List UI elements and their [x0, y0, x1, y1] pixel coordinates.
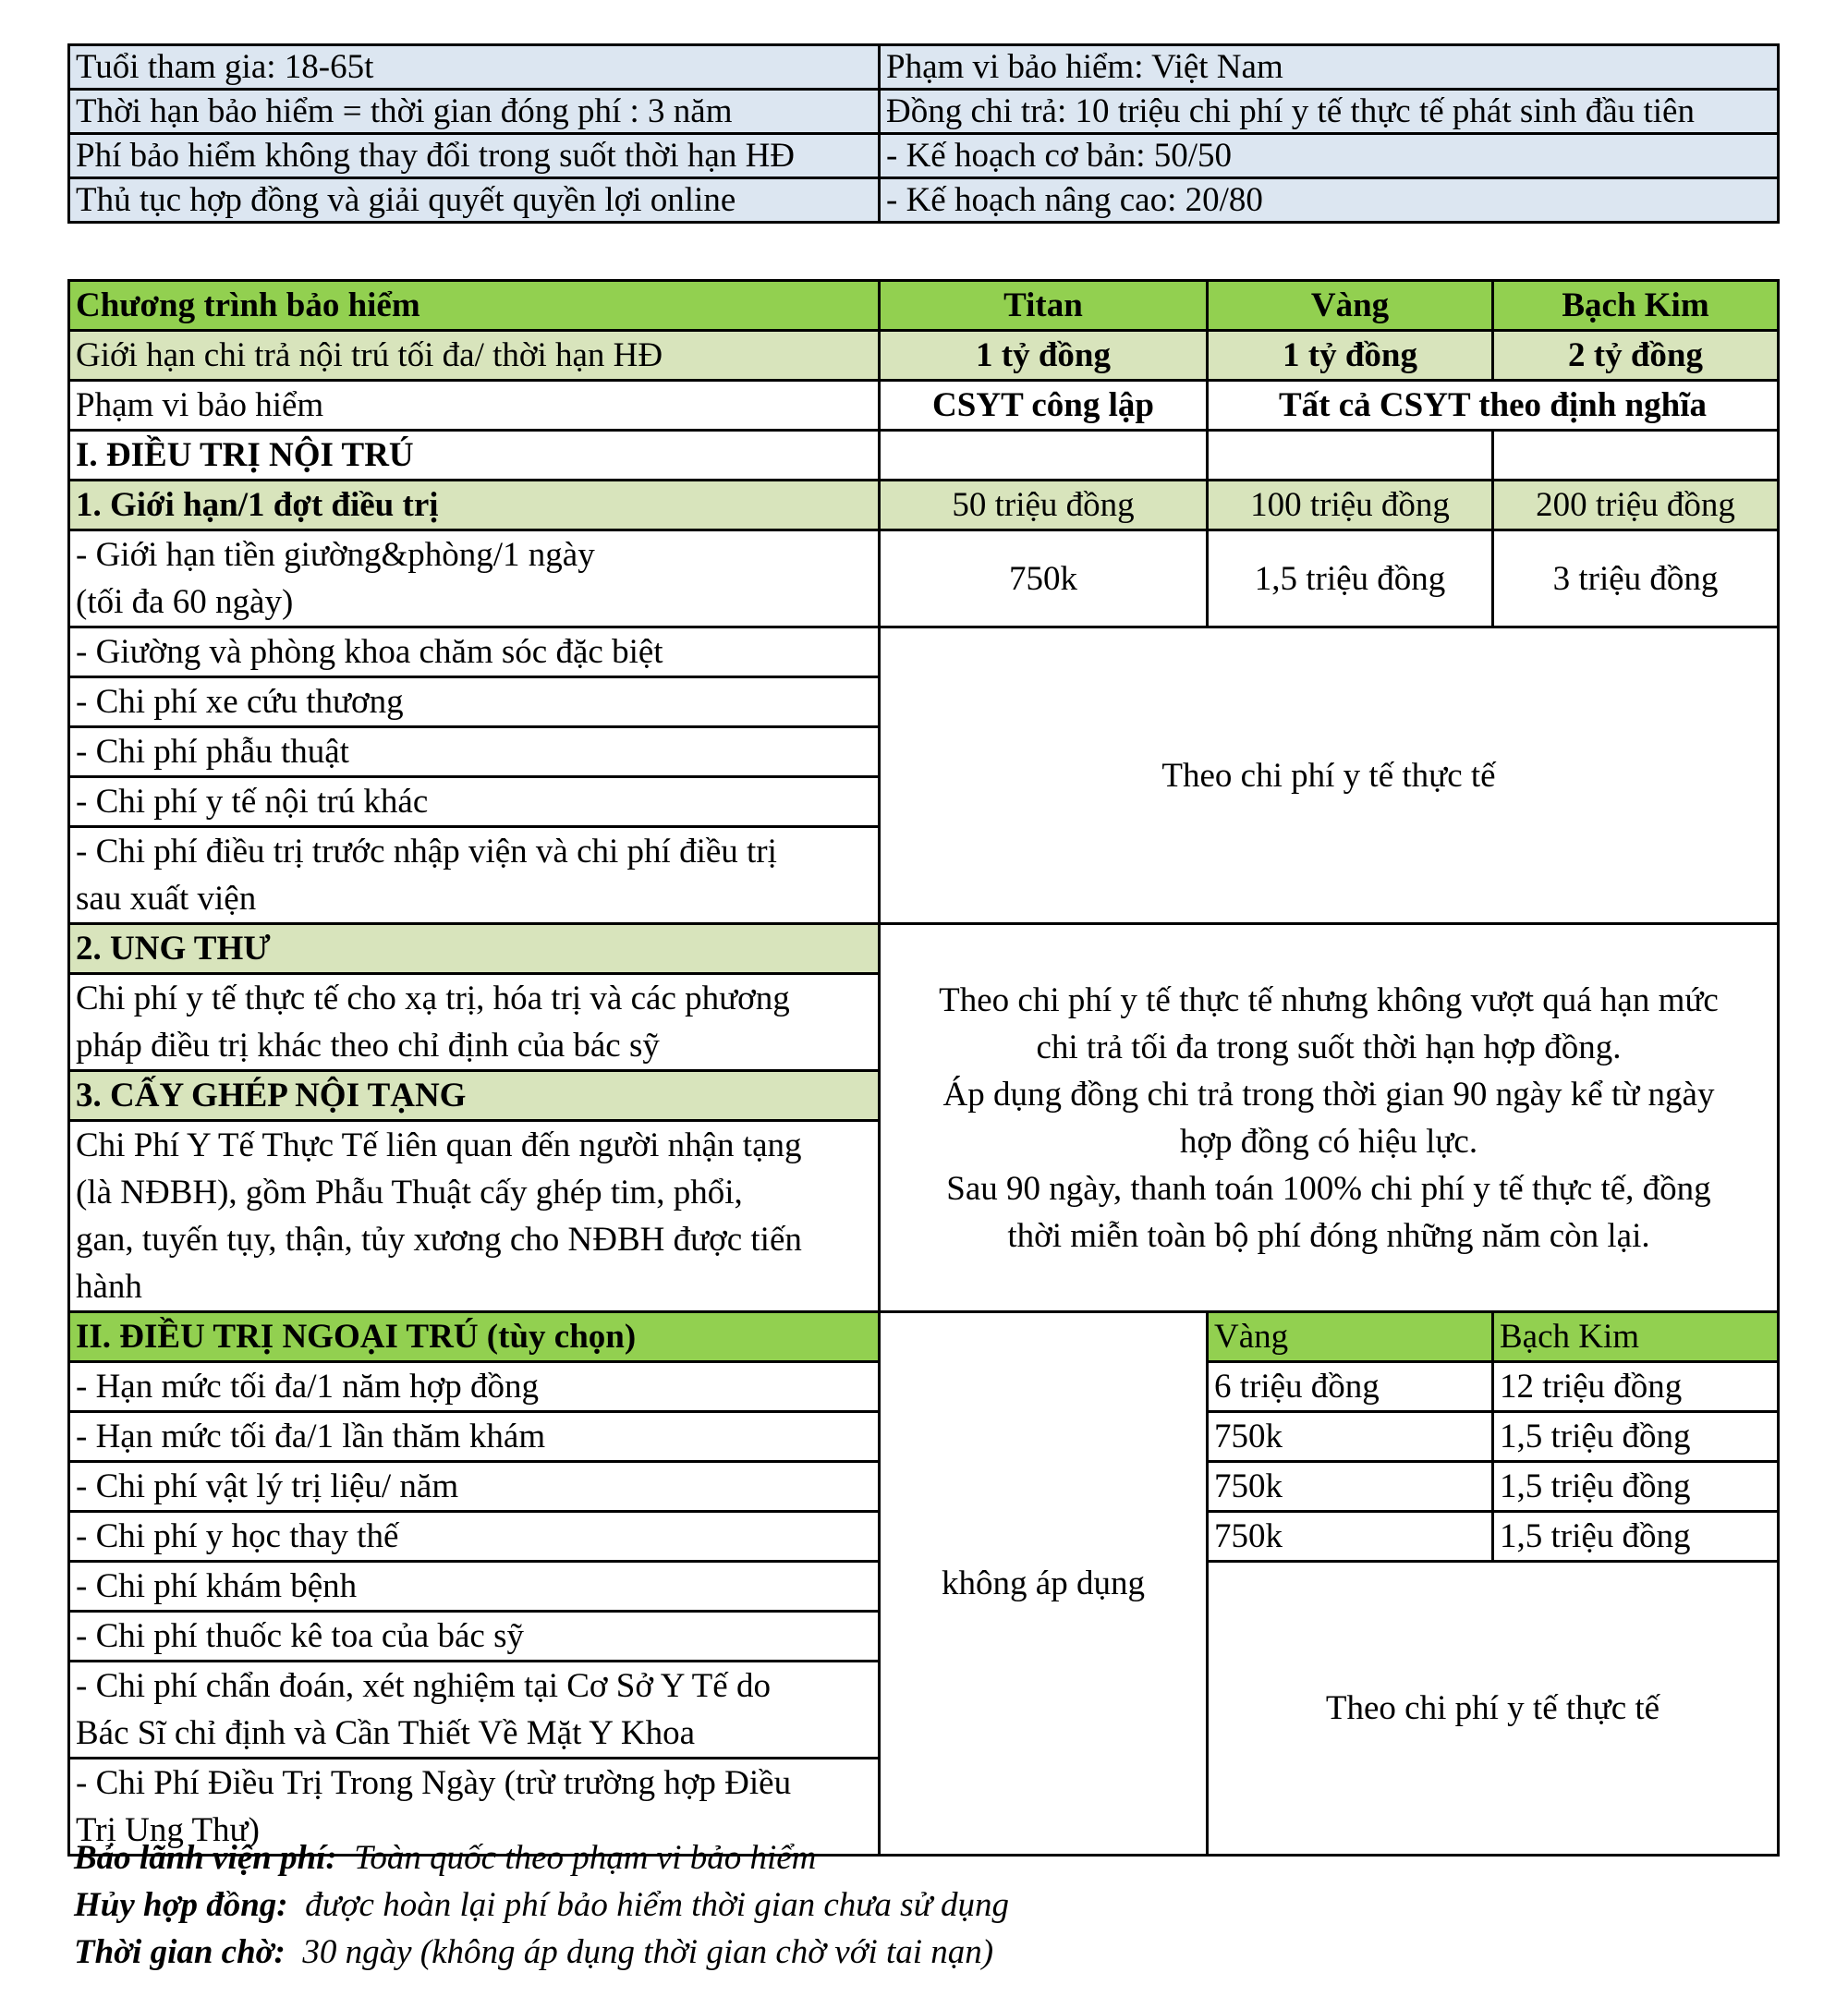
- cancer-transplant-value: [880, 924, 1779, 1312]
- notes-section: [74, 1834, 1009, 1976]
- diagnosis-line2: Bác Sĩ chỉ định và Cần Thiết Về Mặt Y Khoa: [76, 1714, 695, 1752]
- outpatient-label: - Chi phí thuốc kê toa của bác sỹ: [69, 1612, 880, 1662]
- scope-vang-bach-kim: Tất cả CSYT theo định nghĩa: [1208, 381, 1779, 431]
- outpatient-title-row: [69, 1312, 1779, 1362]
- plan-header-vang: Vàng: [1208, 281, 1493, 331]
- plan-header-label: Chương trình bảo hiểm: [69, 281, 880, 331]
- pre-post-line2: sau xuất viện: [76, 880, 257, 918]
- summary-advanced-plan: - Kế hoạch nâng cao: 20/80: [880, 178, 1779, 223]
- max-limit-label: Giới hạn chi trả nội trú tối đa/ thời hạn HĐ: [69, 331, 880, 381]
- summary-row: [69, 178, 1779, 223]
- transplant-desc-line3: gan, tuyến tụy, thận, tủy xương cho NĐBH được tiến: [76, 1221, 802, 1259]
- note-key: Thời gian chờ:: [74, 1933, 286, 1971]
- room-label-line2: (tối đa 60 ngày): [76, 583, 294, 621]
- summary-term: Thời hạn bảo hiểm = thời gian đóng phí : 3 năm: [69, 90, 880, 134]
- outpatient-label: - Hạn mức tối đa/1 lần thăm khám: [69, 1412, 880, 1462]
- max-limit-titan: 1 tỷ đồng: [880, 331, 1208, 381]
- ct-value-line1: Theo chi phí y tế thực tế nhưng không vượt quá hạn mức: [939, 980, 1719, 1019]
- room-label-line1: - Giới hạn tiền giường&phòng/1 ngày: [76, 536, 595, 574]
- benefits-table: [67, 279, 1780, 1857]
- outpatient-label: - Chi phí vật lý trị liệu/ năm: [69, 1462, 880, 1512]
- ct-value-line6: thời miễn toàn bộ phí đóng những năm còn lại.: [1007, 1216, 1650, 1255]
- outpatient-label: - Hạn mức tối đa/1 năm hợp đồng: [69, 1362, 880, 1412]
- scope-row: [69, 381, 1779, 431]
- room-vang: 1,5 triệu đồng: [1208, 530, 1493, 627]
- max-limit-vang: 1 tỷ đồng: [1208, 331, 1493, 381]
- per-treatment-vang: 100 triệu đồng: [1208, 481, 1493, 530]
- cancer-title: 2. UNG THƯ: [69, 924, 880, 974]
- note-key: Hủy hợp đồng:: [74, 1886, 288, 1924]
- transplant-title: 3. CẤY GHÉP NỘI TẠNG: [69, 1071, 880, 1121]
- transplant-desc-line4: hành: [76, 1268, 142, 1306]
- scope-titan: CSYT công lập: [880, 381, 1208, 431]
- outpatient-titan-value: không áp dụng: [880, 1312, 1208, 1856]
- summary-copay: Đồng chi trả: 10 triệu chi phí y tế thực tế phát sinh đầu tiên: [880, 90, 1779, 134]
- day-treatment-line2: Trị Ung Thư): [76, 1811, 260, 1849]
- cancer-desc-line1: Chi phí y tế thực tế cho xạ trị, hóa trị và các phương: [76, 980, 790, 1017]
- inpatient-title: I. ĐIỀU TRỊ NỘI TRÚ: [69, 431, 880, 481]
- empty-cell: [1493, 431, 1779, 481]
- transplant-desc: [69, 1121, 880, 1312]
- inpatient-item-icu: - Giường và phòng khoa chăm sóc đặc biệt: [69, 627, 880, 677]
- cancer-desc-line2: pháp điều trị khác theo chỉ định của bác sỹ: [76, 1027, 660, 1065]
- room-label: [69, 530, 880, 627]
- inpatient-item-other: - Chi phí y tế nội trú khác: [69, 777, 880, 827]
- max-limit-row: [69, 331, 1779, 381]
- summary-row: [69, 90, 1779, 134]
- scope-label: Phạm vi bảo hiểm: [69, 381, 880, 431]
- per-treatment-bach-kim: 200 triệu đồng: [1493, 481, 1779, 530]
- day-treatment-line1: - Chi Phí Điều Trị Trong Ngày (trừ trường hợp Điều: [76, 1764, 792, 1802]
- note-waiting-period: [74, 1929, 1009, 1976]
- room-titan: 750k: [880, 530, 1208, 627]
- ct-value-line4: hợp đồng có hiệu lực.: [1179, 1122, 1478, 1161]
- inpatient-item-pre-post: [69, 827, 880, 924]
- ct-value-line3: Áp dụng đồng chi trả trong thời gian 90 ngày kể từ ngày: [942, 1075, 1715, 1114]
- summary-row: [69, 45, 1779, 90]
- note-value: 30 ngày (không áp dụng thời gian chờ với tai nạn): [302, 1933, 994, 1971]
- outpatient-bach-kim: 1,5 triệu đồng: [1493, 1462, 1779, 1512]
- outpatient-vang: 6 triệu đồng: [1208, 1362, 1493, 1412]
- inpatient-title-row: [69, 431, 1779, 481]
- room-bach-kim: 3 triệu đồng: [1493, 530, 1779, 627]
- diagnosis-line1: - Chi phí chẩn đoán, xét nghiệm tại Cơ Sở Y Tế do: [76, 1667, 771, 1705]
- outpatient-col-vang: Vàng: [1208, 1312, 1493, 1362]
- room-row: [69, 530, 1779, 627]
- max-limit-bach-kim: 2 tỷ đồng: [1493, 331, 1779, 381]
- note-cancellation: [74, 1881, 1009, 1929]
- note-value: Toàn quốc theo phạm vi bảo hiểm: [354, 1839, 817, 1877]
- summary-age: Tuổi tham gia: 18-65t: [69, 45, 880, 90]
- inpatient-items-value: Theo chi phí y tế thực tế: [880, 627, 1779, 924]
- plan-header-titan: Titan: [880, 281, 1208, 331]
- outpatient-title: II. ĐIỀU TRỊ NGOẠI TRÚ (tùy chọn): [69, 1312, 880, 1362]
- summary-table: [67, 43, 1780, 224]
- plan-header-row: [69, 281, 1779, 331]
- pre-post-line1: - Chi phí điều trị trước nhập viện và chi phí điều trị: [76, 833, 777, 871]
- summary-online: Thủ tục hợp đồng và giải quyết quyền lợi online: [69, 178, 880, 223]
- note-key: Bảo lãnh viện phí:: [74, 1839, 337, 1877]
- outpatient-vang: 750k: [1208, 1512, 1493, 1562]
- summary-basic-plan: - Kế hoạch cơ bản: 50/50: [880, 134, 1779, 178]
- transplant-desc-line2: (là NĐBH), gồm Phẫu Thuật cấy ghép tim, phổi,: [76, 1174, 743, 1211]
- outpatient-vang: 750k: [1208, 1412, 1493, 1462]
- outpatient-bach-kim: 12 triệu đồng: [1493, 1362, 1779, 1412]
- note-value: được hoàn lại phí bảo hiểm thời gian chưa sử dụng: [305, 1886, 1010, 1924]
- outpatient-label: - Chi phí khám bệnh: [69, 1562, 880, 1612]
- inpatient-item-surgery: - Chi phí phẫu thuật: [69, 727, 880, 777]
- cancer-desc: [69, 974, 880, 1071]
- outpatient-label: - Chi phí y học thay thế: [69, 1512, 880, 1562]
- outpatient-bach-kim: 1,5 triệu đồng: [1493, 1412, 1779, 1462]
- cancer-title-row: [69, 924, 1779, 974]
- per-treatment-row: [69, 481, 1779, 530]
- outpatient-diagnosis: [69, 1662, 880, 1759]
- outpatient-col-bach-kim: Bạch Kim: [1493, 1312, 1779, 1362]
- summary-premium: Phí bảo hiểm không thay đổi trong suốt thời hạn HĐ: [69, 134, 880, 178]
- note-guarantee: [74, 1834, 1009, 1881]
- transplant-desc-line1: Chi Phí Y Tế Thực Tế liên quan đến người nhận tạng: [76, 1126, 802, 1164]
- empty-cell: [1208, 431, 1493, 481]
- inpatient-item-ambulance: - Chi phí xe cứu thương: [69, 677, 880, 727]
- empty-cell: [880, 431, 1208, 481]
- per-treatment-titan: 50 triệu đồng: [880, 481, 1208, 530]
- summary-row: [69, 134, 1779, 178]
- outpatient-vang: 750k: [1208, 1462, 1493, 1512]
- per-treatment-label: 1. Giới hạn/1 đợt điều trị: [69, 481, 880, 530]
- ct-value-line5: Sau 90 ngày, thanh toán 100% chi phí y tế thực tế, đồng: [946, 1169, 1711, 1208]
- outpatient-other-value: Theo chi phí y tế thực tế: [1208, 1562, 1779, 1856]
- outpatient-bach-kim: 1,5 triệu đồng: [1493, 1512, 1779, 1562]
- ct-value-line2: chi trả tối đa trong suốt thời hạn hợp đồng.: [1036, 1028, 1622, 1066]
- plan-header-bach-kim: Bạch Kim: [1493, 281, 1779, 331]
- summary-scope: Phạm vi bảo hiểm: Việt Nam: [880, 45, 1779, 90]
- inpatient-item-row: [69, 627, 1779, 677]
